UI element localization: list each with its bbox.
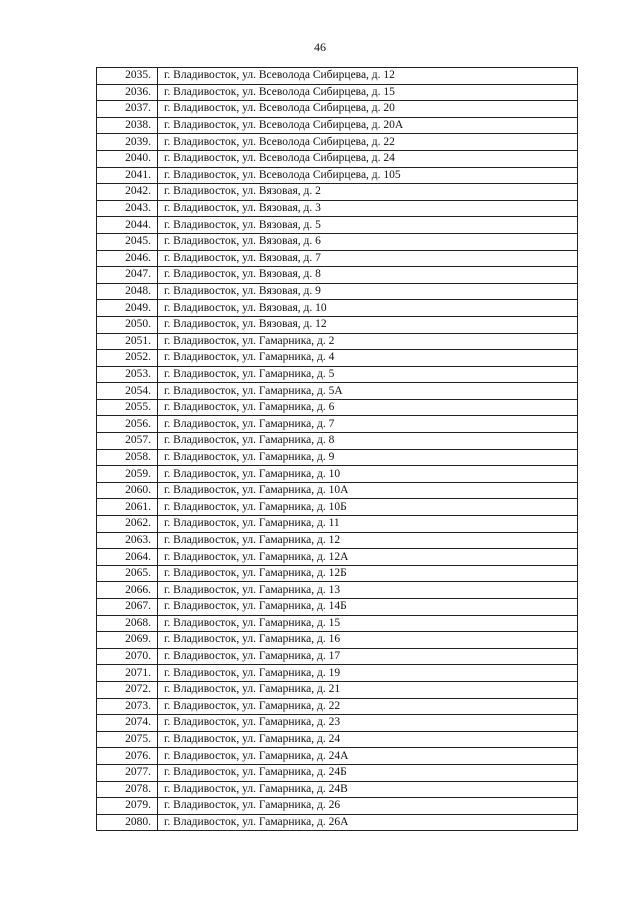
table-row: [97, 565, 578, 582]
address-cell: г. Владивосток, ул. Гамарника, д. 26: [158, 798, 578, 815]
row-number-cell: 2074.: [97, 715, 158, 732]
row-number-cell: 2063.: [97, 532, 158, 549]
address-cell: г. Владивосток, ул. Гамарника, д. 24В: [158, 781, 578, 798]
address-cell: г. Владивосток, ул. Вязовая, д. 2: [158, 184, 578, 201]
table-row: [97, 764, 578, 781]
address-cell: г. Владивосток, ул. Гамарника, д. 14Б: [158, 599, 578, 616]
table-row: [97, 516, 578, 533]
table-row: [97, 781, 578, 798]
table-row: [97, 84, 578, 101]
address-cell: г. Владивосток, ул. Гамарника, д. 12: [158, 532, 578, 549]
table-row: [97, 731, 578, 748]
row-number-cell: 2071.: [97, 665, 158, 682]
table-row: [97, 117, 578, 134]
address-cell: г. Владивосток, ул. Вязовая, д. 3: [158, 200, 578, 217]
row-number-cell: 2045.: [97, 233, 158, 250]
address-cell: г. Владивосток, ул. Вязовая, д. 6: [158, 233, 578, 250]
table-row: [97, 698, 578, 715]
address-cell: г. Владивосток, ул. Всеволода Сибирцева, д. 105: [158, 167, 578, 184]
address-cell: г. Владивосток, ул. Всеволода Сибирцева, д. 24: [158, 150, 578, 167]
address-cell: г. Владивосток, ул. Гамарника, д. 13: [158, 582, 578, 599]
address-cell: г. Владивосток, ул. Вязовая, д. 5: [158, 217, 578, 234]
row-number-cell: 2070.: [97, 648, 158, 665]
address-cell: г. Владивосток, ул. Вязовая, д. 8: [158, 267, 578, 284]
table-row: [97, 648, 578, 665]
address-cell: г. Владивосток, ул. Гамарника, д. 19: [158, 665, 578, 682]
address-cell: г. Владивосток, ул. Гамарника, д. 7: [158, 416, 578, 433]
address-cell: г. Владивосток, ул. Гамарника, д. 24А: [158, 748, 578, 765]
row-number-cell: 2037.: [97, 101, 158, 118]
row-number-cell: 2055.: [97, 399, 158, 416]
row-number-cell: 2043.: [97, 200, 158, 217]
address-cell: г. Владивосток, ул. Всеволода Сибирцева, д. 20: [158, 101, 578, 118]
table-row: [97, 466, 578, 483]
table-row: [97, 134, 578, 151]
address-cell: г. Владивосток, ул. Гамарника, д. 10Б: [158, 499, 578, 516]
address-cell: г. Владивосток, ул. Вязовая, д. 10: [158, 300, 578, 317]
table-row: [97, 399, 578, 416]
row-number-cell: 2058.: [97, 449, 158, 466]
table-row: [97, 482, 578, 499]
table-row: [97, 665, 578, 682]
table-row: [97, 615, 578, 632]
row-number-cell: 2042.: [97, 184, 158, 201]
row-number-cell: 2061.: [97, 499, 158, 516]
table-row: [97, 366, 578, 383]
address-cell: г. Владивосток, ул. Гамарника, д. 10: [158, 466, 578, 483]
address-cell: г. Владивосток, ул. Всеволода Сибирцева, д. 20А: [158, 117, 578, 134]
table-row: [97, 333, 578, 350]
address-cell: г. Владивосток, ул. Гамарника, д. 22: [158, 698, 578, 715]
address-cell: г. Владивосток, ул. Гамарника, д. 17: [158, 648, 578, 665]
row-number-cell: 2078.: [97, 781, 158, 798]
table-row: [97, 300, 578, 317]
table-row: [97, 748, 578, 765]
table-row: [97, 416, 578, 433]
table-row: [97, 814, 578, 831]
address-cell: г. Владивосток, ул. Вязовая, д. 12: [158, 316, 578, 333]
table-row: [97, 267, 578, 284]
row-number-cell: 2073.: [97, 698, 158, 715]
address-cell: г. Владивосток, ул. Всеволода Сибирцева, д. 15: [158, 84, 578, 101]
row-number-cell: 2064.: [97, 549, 158, 566]
row-number-cell: 2056.: [97, 416, 158, 433]
address-table-body: [97, 68, 578, 831]
table-row: [97, 283, 578, 300]
row-number-cell: 2052.: [97, 350, 158, 367]
table-row: [97, 715, 578, 732]
address-cell: г. Владивосток, ул. Гамарника, д. 6: [158, 399, 578, 416]
address-cell: г. Владивосток, ул. Гамарника, д. 24Б: [158, 764, 578, 781]
table-row: [97, 582, 578, 599]
row-number-cell: 2057.: [97, 433, 158, 450]
row-number-cell: 2059.: [97, 466, 158, 483]
row-number-cell: 2038.: [97, 117, 158, 134]
row-number-cell: 2047.: [97, 267, 158, 284]
row-number-cell: 2060.: [97, 482, 158, 499]
row-number-cell: 2036.: [97, 84, 158, 101]
table-row: [97, 449, 578, 466]
row-number-cell: 2069.: [97, 632, 158, 649]
table-row: [97, 798, 578, 815]
table-row: [97, 599, 578, 616]
row-number-cell: 2041.: [97, 167, 158, 184]
address-cell: г. Владивосток, ул. Гамарника, д. 8: [158, 433, 578, 450]
row-number-cell: 2080.: [97, 814, 158, 831]
table-row: [97, 632, 578, 649]
address-cell: г. Владивосток, ул. Гамарника, д. 15: [158, 615, 578, 632]
table-row: [97, 316, 578, 333]
table-row: [97, 350, 578, 367]
address-cell: г. Владивосток, ул. Вязовая, д. 7: [158, 250, 578, 267]
address-cell: г. Владивосток, ул. Гамарника, д. 9: [158, 449, 578, 466]
row-number-cell: 2035.: [97, 68, 158, 85]
row-number-cell: 2067.: [97, 599, 158, 616]
table-row: [97, 200, 578, 217]
table-row: [97, 681, 578, 698]
address-table: [96, 67, 578, 831]
row-number-cell: 2050.: [97, 316, 158, 333]
table-row: [97, 101, 578, 118]
address-cell: г. Владивосток, ул. Гамарника, д. 16: [158, 632, 578, 649]
row-number-cell: 2040.: [97, 150, 158, 167]
table-row: [97, 532, 578, 549]
row-number-cell: 2053.: [97, 366, 158, 383]
address-cell: г. Владивосток, ул. Гамарника, д. 23: [158, 715, 578, 732]
address-cell: г. Владивосток, ул. Гамарника, д. 12Б: [158, 565, 578, 582]
row-number-cell: 2051.: [97, 333, 158, 350]
address-cell: г. Владивосток, ул. Гамарника, д. 4: [158, 350, 578, 367]
address-cell: г. Владивосток, ул. Вязовая, д. 9: [158, 283, 578, 300]
table-row: [97, 433, 578, 450]
row-number-cell: 2068.: [97, 615, 158, 632]
row-number-cell: 2077.: [97, 764, 158, 781]
row-number-cell: 2079.: [97, 798, 158, 815]
address-cell: г. Владивосток, ул. Гамарника, д. 5: [158, 366, 578, 383]
address-cell: г. Владивосток, ул. Всеволода Сибирцева, д. 22: [158, 134, 578, 151]
address-cell: г. Владивосток, ул. Гамарника, д. 5А: [158, 383, 578, 400]
row-number-cell: 2062.: [97, 516, 158, 533]
table-row: [97, 150, 578, 167]
row-number-cell: 2076.: [97, 748, 158, 765]
row-number-cell: 2066.: [97, 582, 158, 599]
address-cell: г. Владивосток, ул. Гамарника, д. 10А: [158, 482, 578, 499]
row-number-cell: 2054.: [97, 383, 158, 400]
table-row: [97, 499, 578, 516]
table-row: [97, 383, 578, 400]
row-number-cell: 2049.: [97, 300, 158, 317]
table-row: [97, 250, 578, 267]
address-cell: г. Владивосток, ул. Гамарника, д. 21: [158, 681, 578, 698]
table-row: [97, 184, 578, 201]
row-number-cell: 2065.: [97, 565, 158, 582]
row-number-cell: 2046.: [97, 250, 158, 267]
table-row: [97, 233, 578, 250]
address-cell: г. Владивосток, ул. Гамарника, д. 11: [158, 516, 578, 533]
table-row: [97, 68, 578, 85]
table-row: [97, 167, 578, 184]
table-row: [97, 549, 578, 566]
address-cell: г. Владивосток, ул. Гамарника, д. 12А: [158, 549, 578, 566]
row-number-cell: 2072.: [97, 681, 158, 698]
address-cell: г. Владивосток, ул. Гамарника, д. 2: [158, 333, 578, 350]
address-cell: г. Владивосток, ул. Гамарника, д. 24: [158, 731, 578, 748]
address-cell: г. Владивосток, ул. Всеволода Сибирцева, д. 12: [158, 68, 578, 85]
table-row: [97, 217, 578, 234]
page-number: 46: [314, 40, 326, 54]
address-cell: г. Владивосток, ул. Гамарника, д. 26А: [158, 814, 578, 831]
row-number-cell: 2048.: [97, 283, 158, 300]
row-number-cell: 2044.: [97, 217, 158, 234]
row-number-cell: 2075.: [97, 731, 158, 748]
row-number-cell: 2039.: [97, 134, 158, 151]
